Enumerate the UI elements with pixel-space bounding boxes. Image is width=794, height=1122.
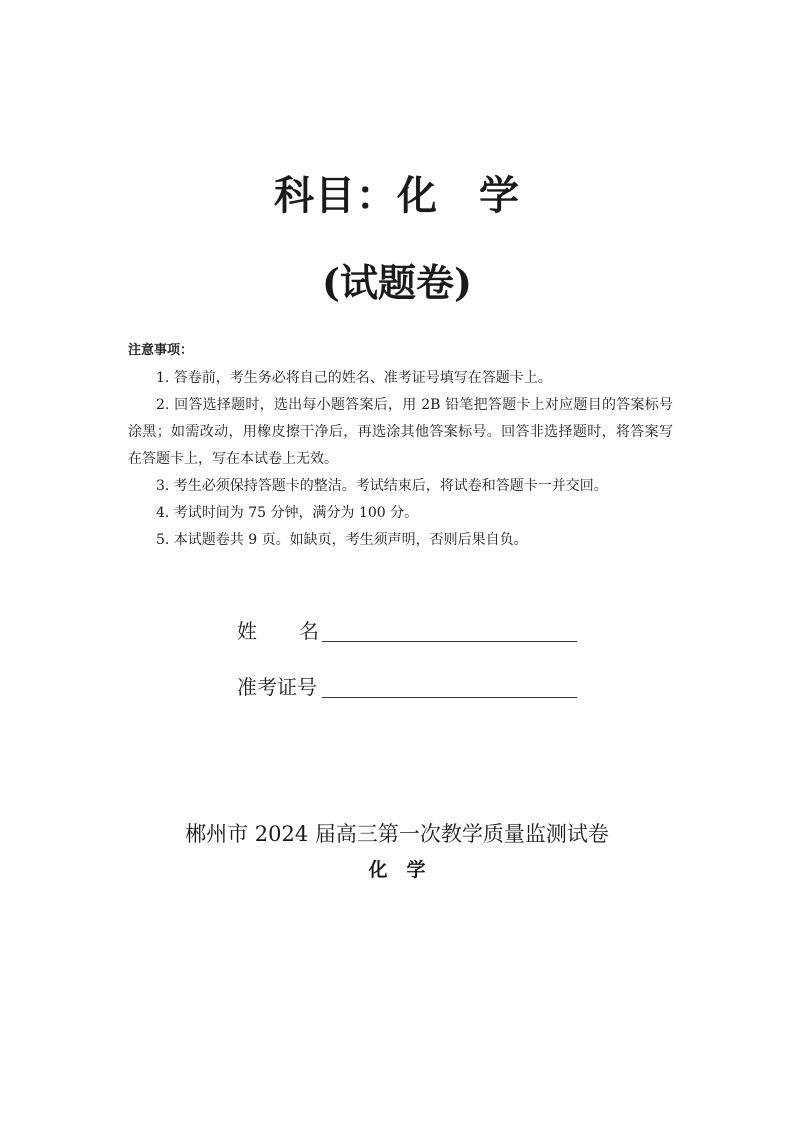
exam-id-input[interactable]: [322, 671, 577, 698]
notice-item: 3. 考生必须保持答题卡的整洁。考试结束后，将试卷和答题卡一并交回。: [156, 478, 608, 494]
notice-item: 5. 本试题卷共 9 页。如缺页，考生须声明，否则后果自负。: [156, 532, 528, 548]
exam-title: 郴州市 2024 届高三第一次教学质量监测试卷: [185, 822, 609, 846]
notice-heading: 注意事项：: [128, 343, 194, 358]
name-label-char: 姓: [237, 619, 257, 643]
exam-id-field-row: [237, 668, 577, 702]
paper-type-label: (试题卷): [322, 260, 472, 305]
notice-list: [128, 365, 673, 554]
notice-item: 4. 考试时间为 75 分钟，满分为 100 分。: [156, 505, 419, 521]
exam-id-label: 准考证号: [237, 675, 317, 699]
name-field-row: [237, 612, 577, 646]
notice-item: 2. 回答选择题时，选出每小题答案后，用 2B 铅笔把答题卡上对应题目的答案标号涂黑；如需改动，用橡皮擦干净后，再选涂其他答案标号。回答非选择题时，将答案写在答题卡上，写在本试卷上无效。: [128, 397, 673, 467]
exam-subject: 化 学: [368, 859, 426, 881]
name-label-char: 名: [299, 619, 319, 643]
name-input[interactable]: [322, 615, 577, 642]
subject-title: 科目：化 学: [274, 173, 520, 219]
notice-section: [128, 340, 673, 554]
name-label: [237, 616, 319, 646]
notice-item: 1. 答卷前，考生务必将自己的姓名、准考证号填写在答题卡上。: [156, 370, 552, 386]
